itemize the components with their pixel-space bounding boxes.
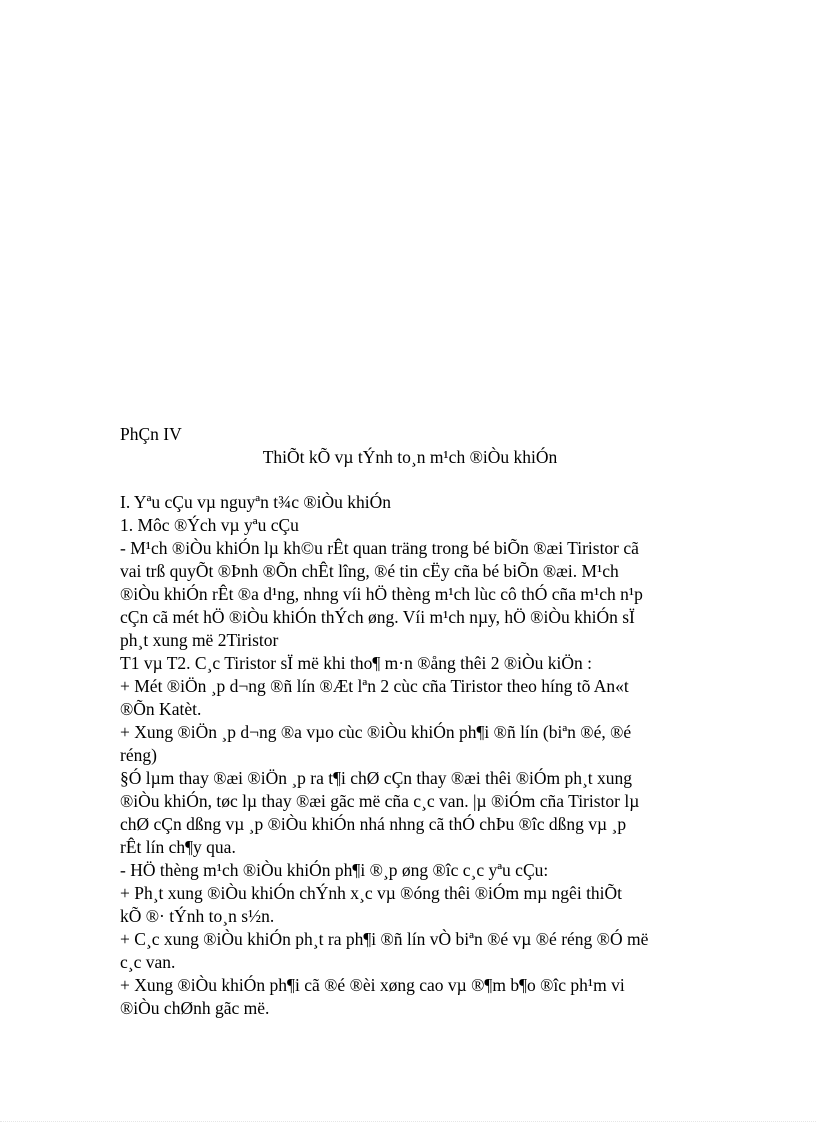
paragraph-line: T1 vµ T2. C¸c Tiristor sÏ më khi tho¶ m·n ®ång thêi 2 ®iÒu kiÖn : — [120, 653, 593, 673]
paragraph-line: réng) — [120, 745, 157, 765]
paragraph-line: + C¸c xung ®iÒu khiÓn ph¸t ra ph¶i ®ñ lín vÒ biªn ®é vµ ®é réng ®Ó më — [120, 929, 649, 949]
paragraph-line: - HÖ thèng m¹ch ®iÒu khiÓn ph¶i ®¸p øng ®îc c¸c yªu cÇu: — [120, 860, 549, 880]
paragraph-line: + Xung ®iÒu khiÓn ph¶i cã ®é ®èi xøng cao vµ ®¶m b¶o ®îc ph¹m vi — [120, 975, 625, 995]
paragraph-line: - M¹ch ®iÒu khiÓn lµ kh©u rÊt quan träng trong bé biÕn ®æi Tiristor cã — [120, 538, 639, 558]
paragraph-line: chØ cÇn dßng vµ ¸p ®iÒu khiÓn nhá nhng cã thÓ chÞu ®îc dßng vµ ¸p — [120, 814, 627, 834]
paragraph-line: ®iÒu khiÓn rÊt ®a d¹ng, nhng víi hÖ thèng m¹ch lùc cô thÓ cña m¹ch n¹p — [120, 584, 643, 604]
part-label: PhÇn IV — [120, 424, 182, 444]
paragraph-line: kÕ ®· tÝnh to¸n s½n. — [120, 906, 275, 926]
section-title: ThiÕt kÕ vµ tÝnh to¸n m¹ch ®iÒu khiÓn — [262, 447, 558, 467]
paragraph-line: ®iÒu chØnh gãc më. — [120, 998, 270, 1018]
paragraph-line: ph¸t xung më 2Tiristor — [120, 630, 279, 650]
paragraph-line: cÇn cã mét hÖ ®iÒu khiÓn thÝch øng. Víi m¹ch nµy, hÖ ®iÒu khiÓn sÏ — [120, 607, 635, 627]
heading-roman: I. Yªu cÇu vµ nguyªn t¾c ®iÒu khiÓn — [120, 492, 392, 512]
paragraph-line: c¸c van. — [120, 952, 176, 972]
paragraph-line: ®iÒu khiÓn, tøc lµ thay ®æi gãc më cña c¸c van. |µ ®iÓm cña Tiristor lµ — [120, 791, 640, 811]
paragraph-line: rÊt lín ch¶y qua. — [120, 837, 236, 857]
paragraph-line: + Ph¸t xung ®iÒu khiÓn chÝnh x¸c vµ ®óng thêi ®iÓm mµ ngêi thiÕt — [120, 883, 623, 903]
paragraph-line: + Mét ®iÖn ¸p d¬ng ®ñ lín ®Æt lªn 2 cùc cña Tiristor theo híng tõ An«t — [120, 676, 629, 696]
body-text — [120, 491, 700, 1020]
paragraph-line: ®Õn Katèt. — [120, 699, 202, 719]
paragraph-line: §Ó lµm thay ®æi ®iÖn ¸p ra t¶i chØ cÇn thay ®æi thêi ®iÓm ph¸t xung — [120, 768, 633, 788]
paragraph-line: + Xung ®iÖn ¸p d¬ng ®a vµo cùc ®iÒu khiÓn ph¶i ®ñ lín (biªn ®é, ®é — [120, 722, 632, 742]
heading-numbered: 1. Môc ®Ých vµ yªu cÇu — [120, 515, 299, 535]
paragraph-line: vai trß quyÕt ®Þnh ®Õn chÊt lîng, ®é tin cËy cña bé biÕn ®æi. M¹ch — [120, 561, 619, 581]
